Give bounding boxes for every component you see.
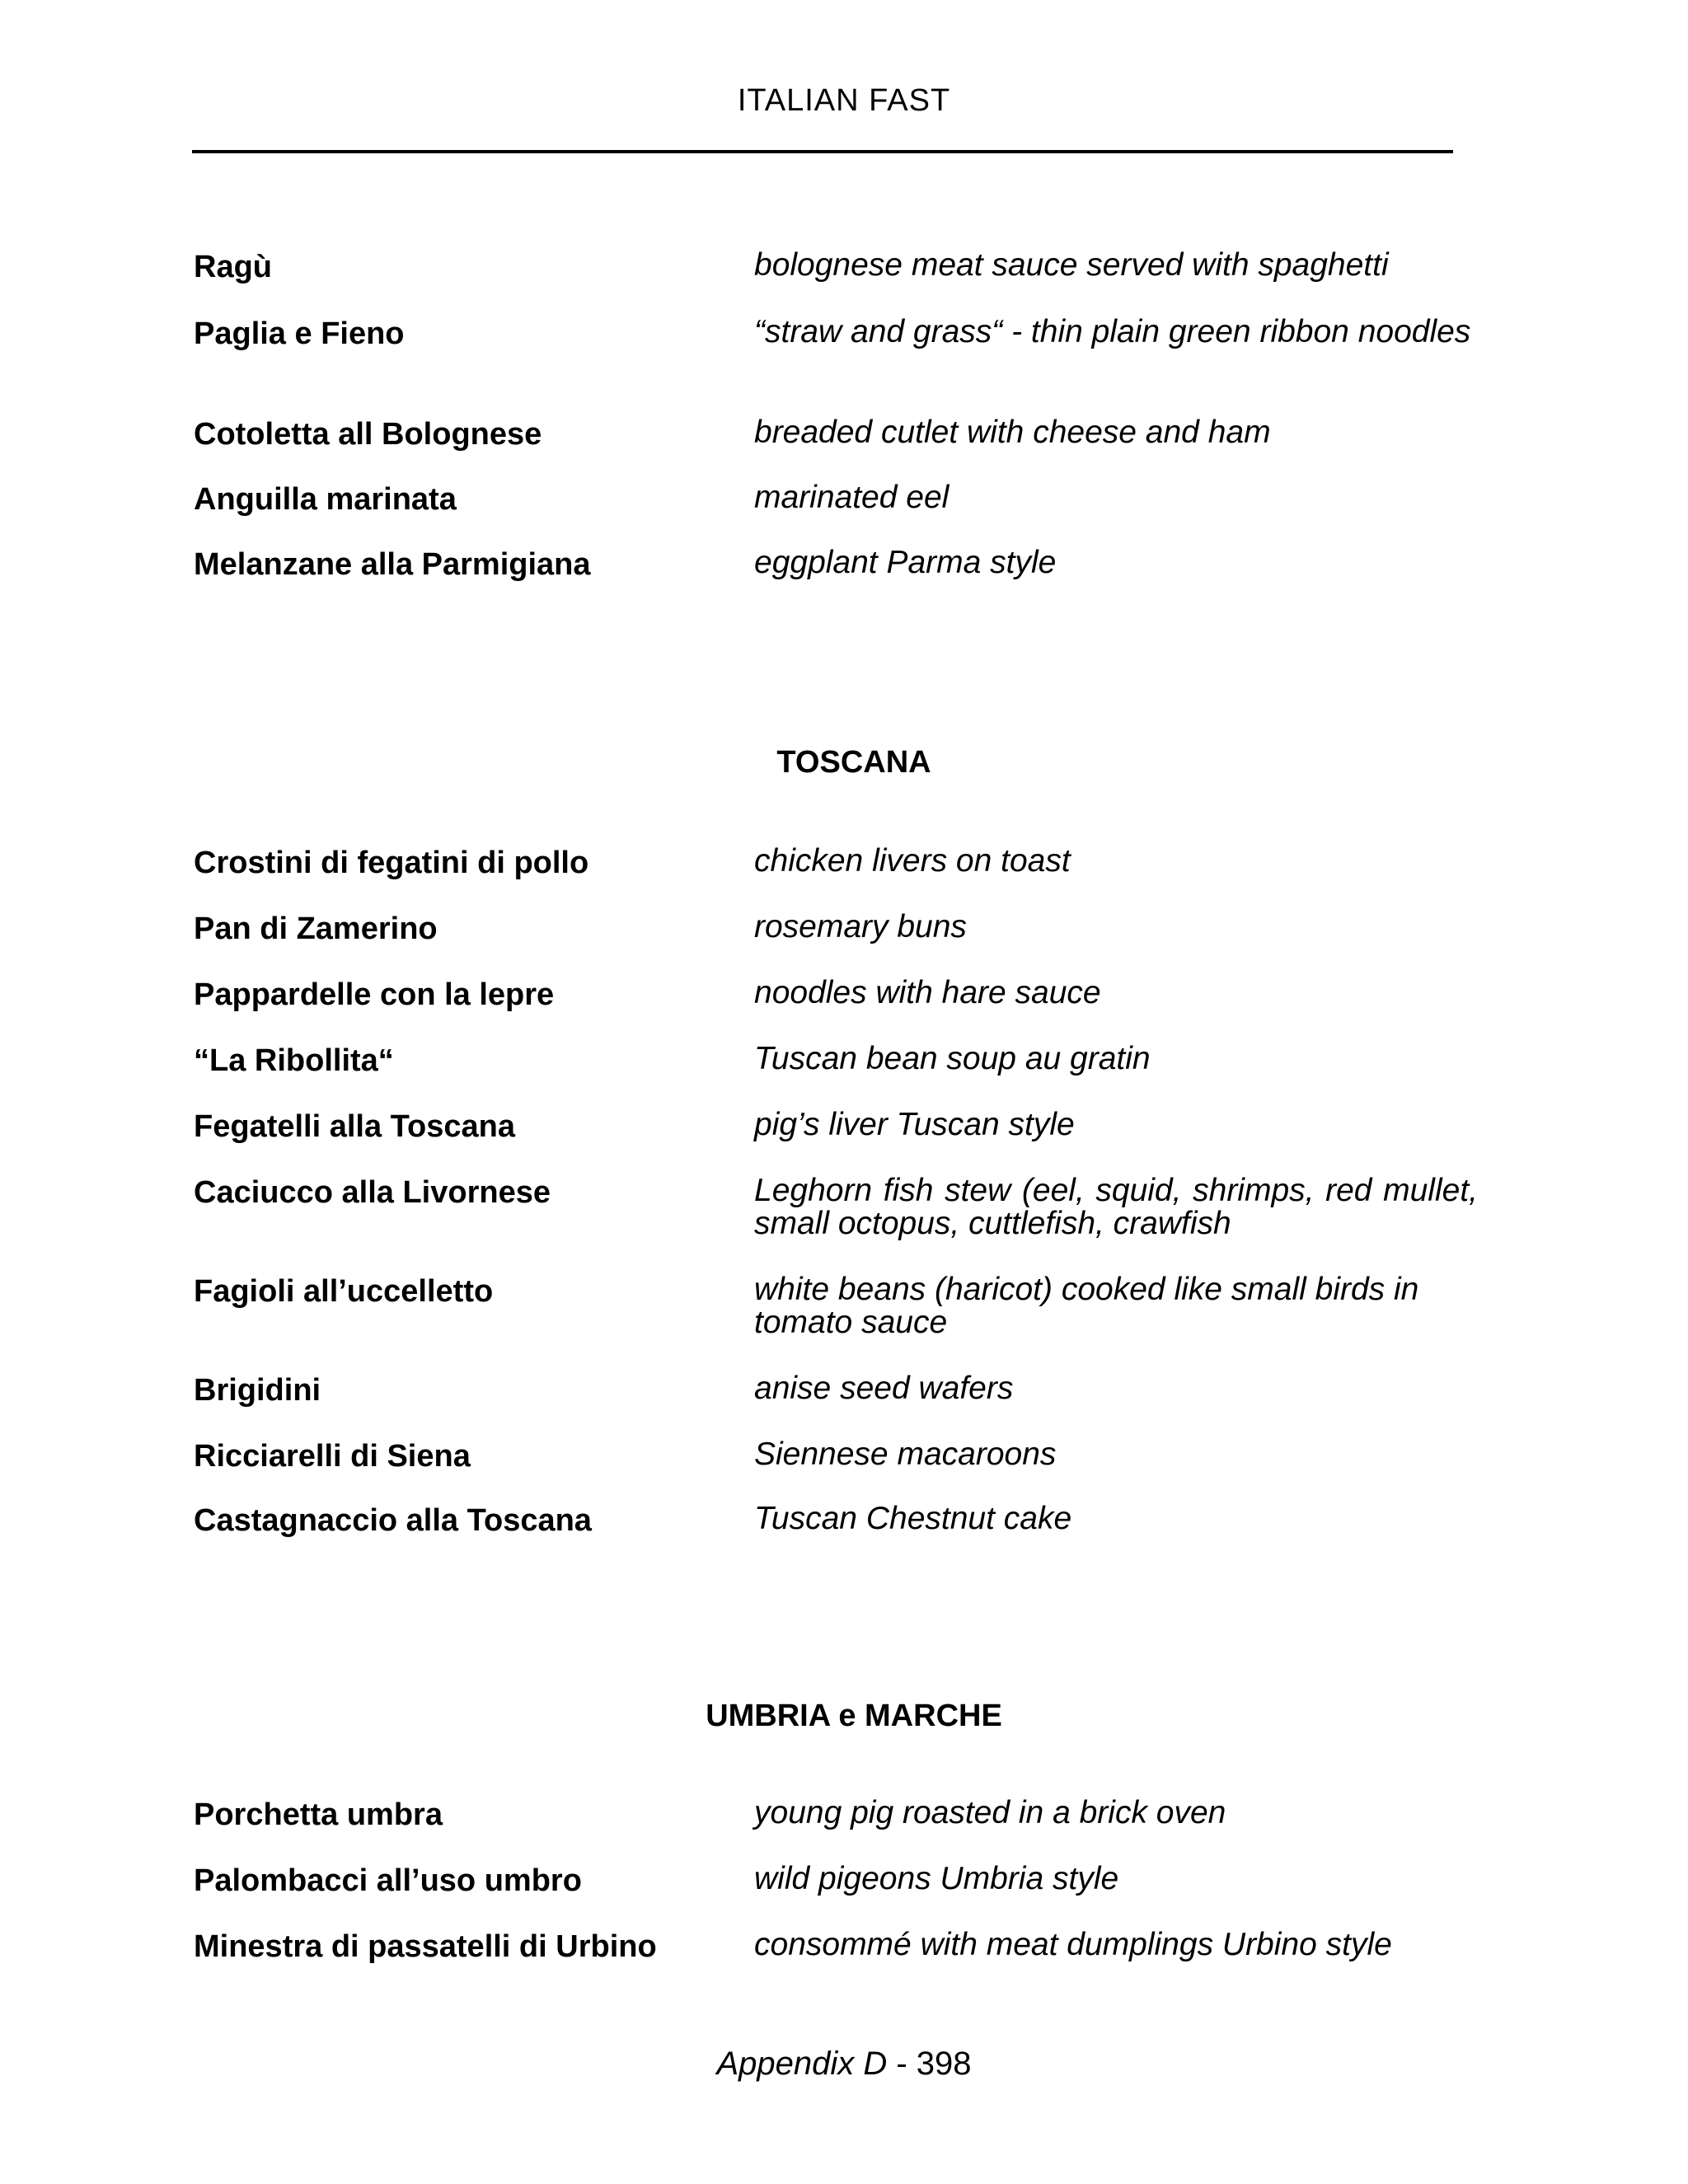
- appendix-label: Appendix D: [716, 2046, 888, 2082]
- dish-name: Pappardelle con la lepre: [194, 977, 555, 1012]
- dish-description: Siennese macaroons: [754, 1436, 1057, 1472]
- dish-name: “La Ribollita“: [194, 1043, 394, 1078]
- dish-name: Paglia e Fieno: [194, 316, 405, 351]
- dish-description: Tuscan Chestnut cake: [754, 1501, 1072, 1536]
- dish-description: noodles with hare sauce: [754, 975, 1101, 1010]
- dish-name: Minestra di passatelli di Urbino: [194, 1929, 657, 1964]
- dish-description: marinated eel: [754, 480, 950, 515]
- dish-description: young pig roasted in a brick oven: [754, 1795, 1226, 1830]
- dish-description: white beans (haricot) cooked like small birds in tomato sauce: [754, 1272, 1419, 1340]
- dish-name: Melanzane alla Parmigiana: [194, 547, 591, 582]
- page-number: 398: [916, 2046, 972, 2082]
- dish-description: consommé with meat dumplings Urbino style: [754, 1927, 1392, 1962]
- dish-name: Anguilla marinata: [194, 482, 457, 517]
- dish-name: Porchetta umbra: [194, 1797, 443, 1832]
- section-heading-toscana: TOSCANA: [776, 745, 931, 780]
- dish-name: Fagioli all’uccelletto: [194, 1274, 494, 1309]
- dish-description: chicken livers on toast: [754, 843, 1071, 879]
- dish-name: Pan di Zamerino: [194, 912, 438, 946]
- dish-name: Ragù: [194, 250, 272, 284]
- dish-description: rosemary buns: [754, 909, 967, 944]
- footer-separator: -: [887, 2046, 917, 2082]
- dish-description: breaded cutlet with cheese and ham: [754, 415, 1271, 450]
- dish-description: pig’s liver Tuscan style: [754, 1107, 1075, 1142]
- dish-name: Castagnaccio alla Toscana: [194, 1503, 592, 1538]
- header-rule: [192, 150, 1453, 153]
- dish-description: eggplant Parma style: [754, 545, 1057, 580]
- dish-name: Ricciarelli di Siena: [194, 1439, 471, 1474]
- section-heading-umbria-marche: UMBRIA e MARCHE: [706, 1699, 1002, 1733]
- dish-name: Crostini di fegatini di pollo: [194, 846, 589, 880]
- dish-description: Leghorn fish stew (eel, squid, shrimps, red mullet, small octopus, cuttlefish, crawfish: [754, 1173, 1478, 1241]
- dish-name: Brigidini: [194, 1373, 321, 1408]
- dish-description: bolognese meat sauce served with spaghetti: [754, 247, 1389, 283]
- dish-name: Fegatelli alla Toscana: [194, 1109, 516, 1144]
- dish-description: “straw and grass“ - thin plain green ribbon noodles: [754, 314, 1471, 349]
- dish-description: anise seed wafers: [754, 1371, 1014, 1406]
- dish-description: Tuscan bean soup au gratin: [754, 1041, 1151, 1076]
- dish-name: Palombacci all’uso umbro: [194, 1863, 582, 1898]
- dish-description: wild pigeons Umbria style: [754, 1861, 1119, 1896]
- page-footer: [0, 2044, 1688, 2083]
- dish-name: Caciucco alla Livornese: [194, 1175, 551, 1210]
- dish-name: Cotoletta all Bolognese: [194, 417, 542, 452]
- running-head: ITALIAN FAST: [737, 83, 951, 118]
